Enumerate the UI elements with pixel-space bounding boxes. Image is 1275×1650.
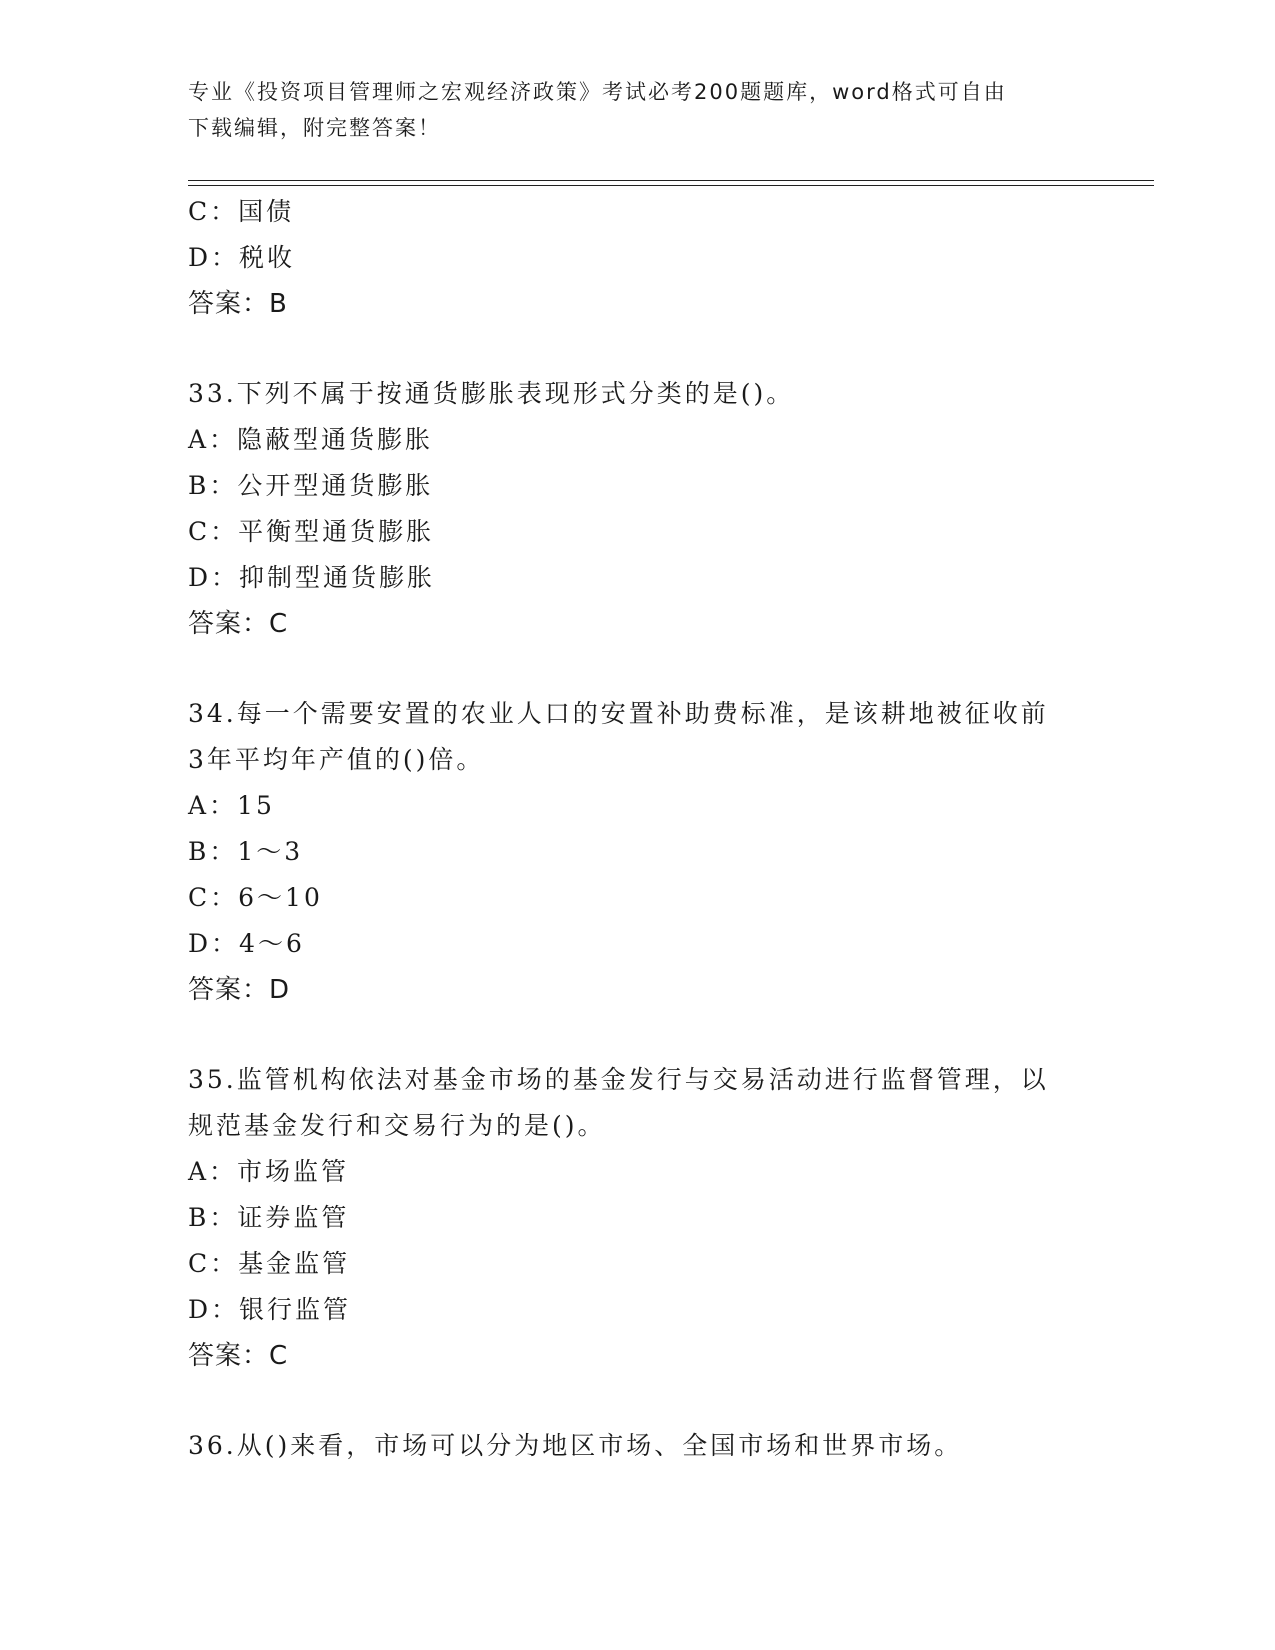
- option-c: C：平衡型通货膨胀: [188, 517, 435, 546]
- answer-line: 答案：C: [188, 1341, 289, 1371]
- question-stem-line-2: 规范基金发行和交易行为的是()。: [188, 1111, 606, 1140]
- header-line-2: 下载编辑，附完整答案！: [188, 116, 441, 140]
- question-34: [188, 691, 1088, 1013]
- question-stem-line-1: 35.监管机构依法对基金市场的基金发行与交易活动进行监督管理，以: [188, 1065, 1049, 1094]
- header-divider-bottom: [188, 185, 1154, 186]
- answer-line: 答案：D: [188, 975, 291, 1005]
- question-32-continued: [188, 189, 1088, 327]
- header-divider-top: [188, 180, 1154, 181]
- question-list: [188, 189, 1088, 1469]
- answer-line: 答案：B: [188, 289, 288, 319]
- option-a: A：隐蔽型通货膨胀: [188, 425, 434, 454]
- header-line-1: 专业《投资项目管理师之宏观经济政策》考试必考200题题库，word格式可自由: [188, 80, 1007, 104]
- question-stem: 33.下列不属于按通货膨胀表现形式分类的是()。: [188, 379, 795, 408]
- option-b: B：公开型通货膨胀: [188, 471, 434, 500]
- question-stem: 36.从()来看，市场可以分为地区市场、全国市场和世界市场。: [188, 1431, 963, 1460]
- option-d: D：抑制型通货膨胀: [188, 563, 436, 592]
- option-b: B：证券监管: [188, 1203, 350, 1232]
- option-a: A：市场监管: [188, 1157, 350, 1186]
- option-a: A：15: [188, 791, 275, 820]
- question-stem-line-1: 34.每一个需要安置的农业人口的安置补助费标准，是该耕地被征收前: [188, 699, 1049, 728]
- option-d: D：银行监管: [188, 1295, 352, 1324]
- option-c: C：基金监管: [188, 1249, 351, 1278]
- option-d: D：税收: [188, 243, 296, 272]
- document-header: [188, 74, 1088, 146]
- question-stem-line-2: 3年平均年产值的()倍。: [188, 745, 485, 774]
- option-c: C：国债: [188, 197, 295, 226]
- option-c: C：6～10: [188, 883, 323, 912]
- answer-line: 答案：C: [188, 609, 289, 639]
- question-35: [188, 1057, 1088, 1379]
- question-36: [188, 1423, 1088, 1469]
- option-d: D：4～6: [188, 929, 305, 958]
- question-33: [188, 371, 1088, 647]
- option-b: B：1～3: [188, 837, 304, 866]
